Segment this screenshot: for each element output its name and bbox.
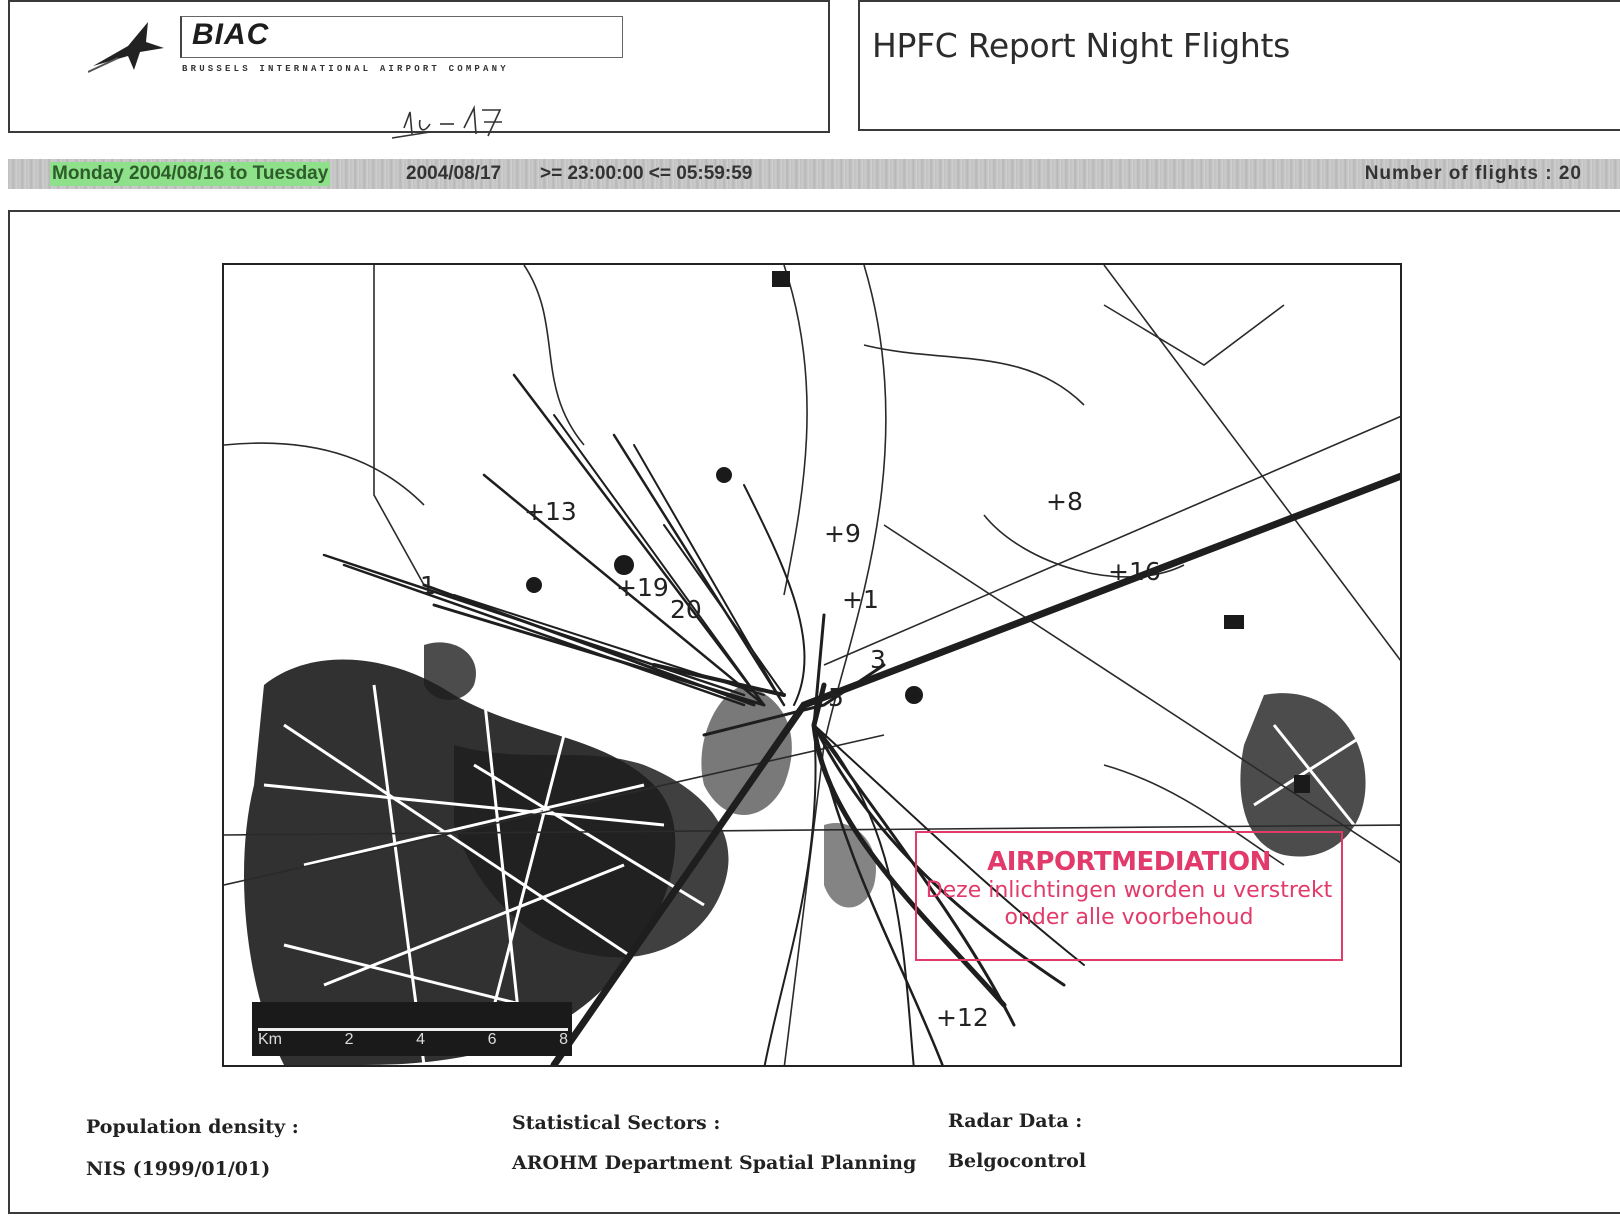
statistical-sectors-source: AROHM Department Spatial Planning [512, 1152, 917, 1174]
scale-tick: 8 [559, 1031, 568, 1048]
logo-name: BIAC [192, 18, 270, 51]
flight-label-12: +12 [936, 1003, 989, 1032]
population-density-label: Population density : [86, 1116, 299, 1138]
stamp-line-1: Deze inlichtingen worden u verstrekt [925, 878, 1333, 903]
flight-label-13: +13 [524, 497, 577, 526]
statistical-sectors-label: Statistical Sectors : [512, 1112, 721, 1134]
time-range: >= 23:00:00 <= 05:59:59 [540, 163, 753, 184]
scale-tick: 2 [344, 1031, 354, 1048]
scale-ticks [258, 1028, 568, 1055]
company-logo-panel [8, 0, 830, 133]
stamp-title: AIRPORTMEDIATION [987, 847, 1271, 877]
handwritten-note [390, 104, 530, 144]
population-density-source: NIS (1999/01/01) [86, 1158, 271, 1180]
map-markers [526, 271, 1310, 793]
radar-data-label: Radar Data : [948, 1110, 1083, 1132]
flight-label-20: 20 [670, 595, 702, 624]
flight-label-plus1: +1 [842, 585, 879, 614]
flight-label-16: +16 [1108, 557, 1161, 586]
scale-tick: Km [258, 1031, 282, 1048]
flight-label-3: 3 [870, 645, 886, 674]
date-range-start: Monday 2004/08/16 to Tuesday [52, 163, 329, 184]
airplane-logo-icon [88, 18, 168, 74]
report-title: HPFC Report Night Flights [872, 26, 1291, 65]
logo-subtitle: BRUSSELS INTERNATIONAL AIRPORT COMPANY [182, 64, 509, 74]
scale-tick: 4 [416, 1031, 425, 1048]
flight-label-9: +9 [824, 519, 861, 548]
date-range-end: 2004/08/17 [406, 163, 502, 184]
report-info-bar [8, 159, 1620, 189]
report-title-panel [858, 0, 1620, 131]
scale-tick: 6 [487, 1031, 497, 1048]
flight-count: Number of flights : 20 [1364, 163, 1582, 184]
flight-label-1: 1 [420, 571, 436, 600]
stamp-line-2: onder alle voorbehoud [1004, 905, 1254, 930]
radar-data-source: Belgocontrol [948, 1150, 1087, 1172]
flight-label-8: +8 [1046, 487, 1083, 516]
flight-label-19: +19 [616, 573, 669, 602]
airport-mediation-stamp [915, 831, 1343, 961]
flight-label-5: 5 [828, 683, 844, 712]
